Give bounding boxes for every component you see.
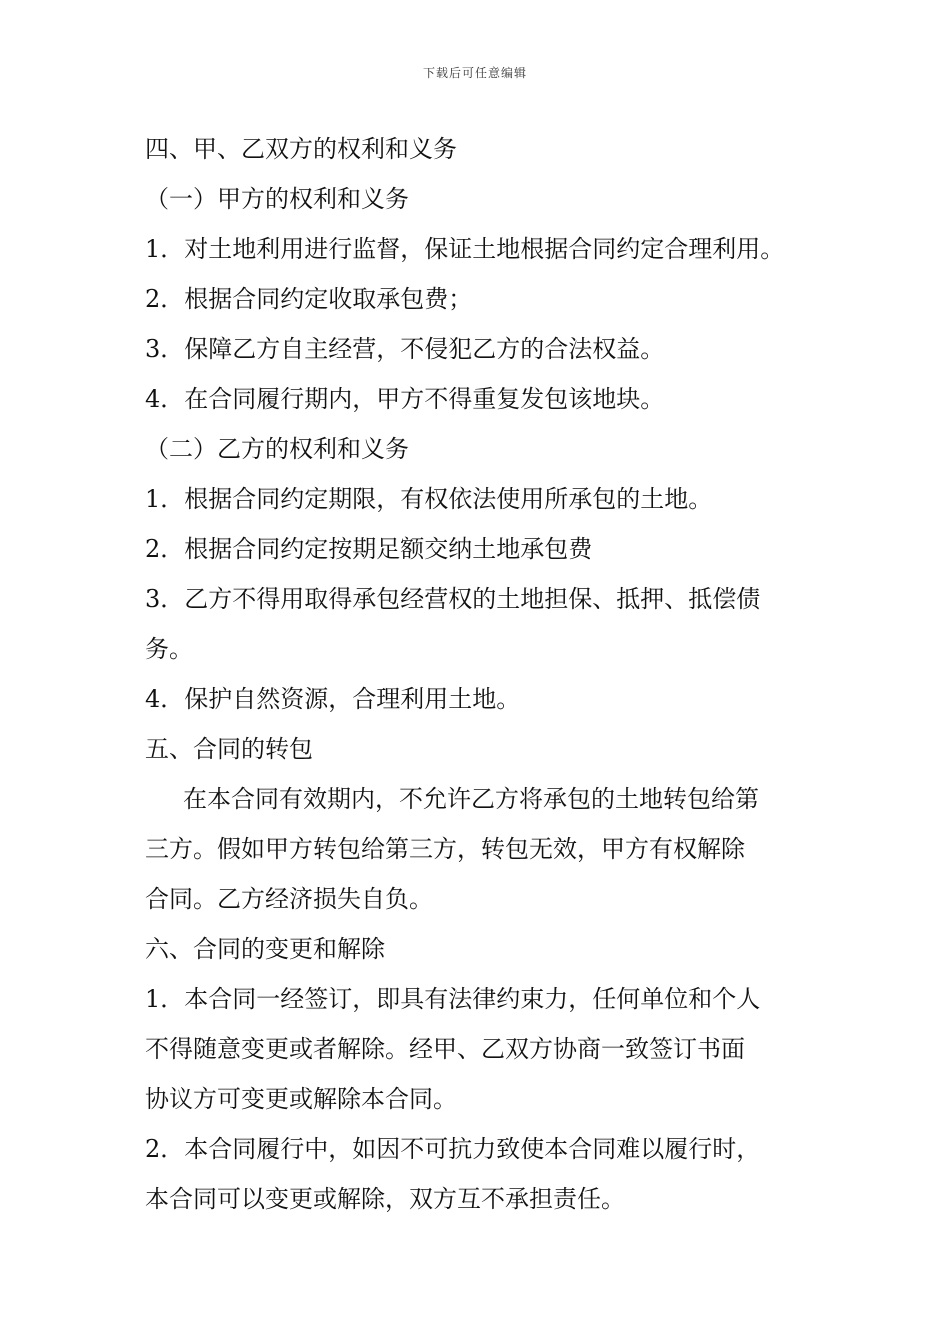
modification-item-2-continued: 本合同可以变更或解除，双方互不承担责任。 [145,1185,625,1213]
page-header-note: 下载后可任意编辑 [422,66,527,80]
subsection-heading-party-b: （二）乙方的权利和义务 [145,435,409,463]
modification-item-1-end: 协议方可变更或解除本合同。 [145,1085,457,1113]
party-a-item-2: 2．根据合同约定收取承包费； [145,285,473,313]
section-heading-rights-obligations: 四、甲、乙双方的权利和义务 [145,135,457,163]
section-heading-subcontract: 五、合同的转包 [145,735,313,763]
subcontract-paragraph-line-3: 合同。乙方经济损失自负。 [145,885,433,913]
party-b-item-3-continued: 务。 [145,635,193,663]
party-a-item-4: 4．在合同履行期内，甲方不得重复发包该地块。 [145,385,665,413]
party-b-item-1: 1．根据合同约定期限，有权依法使用所承包的土地。 [145,485,713,513]
party-b-item-2: 2．根据合同约定按期足额交纳土地承包费 [145,535,593,563]
modification-item-2: 2．本合同履行中，如因不可抗力致使本合同难以履行时， [145,1135,761,1163]
party-a-item-1: 1．对土地利用进行监督，保证土地根据合同约定合理利用。 [145,235,785,263]
modification-item-1: 1．本合同一经签订，即具有法律约束力，任何单位和个人 [145,985,761,1013]
section-heading-modification: 六、合同的变更和解除 [145,935,385,963]
party-b-item-3: 3．乙方不得用取得承包经营权的土地担保、抵押、抵偿债 [145,585,761,613]
party-b-item-4: 4．保护自然资源，合理利用土地。 [145,685,521,713]
subcontract-paragraph-line-2: 三方。假如甲方转包给第三方，转包无效，甲方有权解除 [145,835,745,863]
modification-item-1-continued: 不得随意变更或者解除。经甲、乙双方协商一致签订书面 [145,1035,745,1063]
subsection-heading-party-a: （一）甲方的权利和义务 [145,185,409,213]
subcontract-paragraph-line-1: 在本合同有效期内，不允许乙方将承包的土地转包给第 [183,785,759,813]
document-body [145,124,825,1224]
party-a-item-3: 3．保障乙方自主经营，不侵犯乙方的合法权益。 [145,335,665,363]
